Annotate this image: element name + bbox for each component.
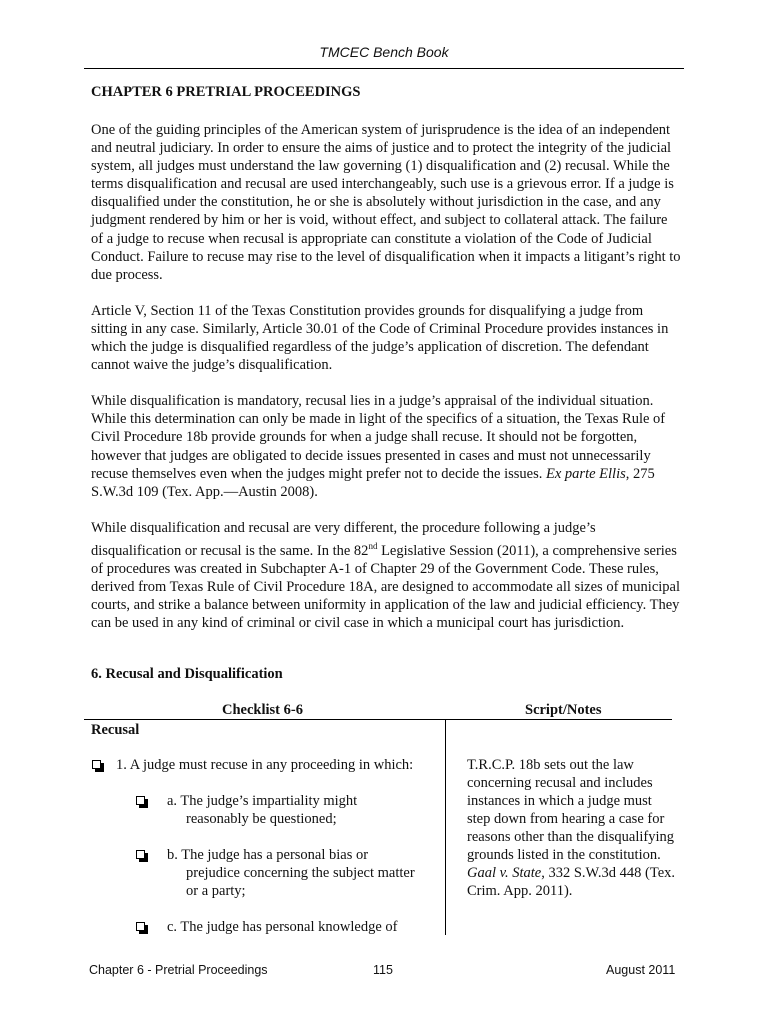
paragraph-3-cite: , 275 S.W.3d 109 (Tex. App.—Austin 2008).: [91, 465, 655, 500]
checklist-header: Checklist 6-6: [222, 702, 303, 718]
recusal-label: Recusal: [91, 722, 140, 738]
footer-date: August 2011: [606, 963, 676, 977]
checklist-item-1: 1. A judge must recuse in any proceeding in which:: [116, 757, 414, 773]
checklist-item-c-line1: c. The judge has personal knowledge of: [167, 919, 398, 935]
body-text: [91, 121, 682, 650]
column-divider: [445, 719, 446, 935]
chapter-title: CHAPTER 6 PRETRIAL PROCEEDINGS: [91, 84, 361, 100]
notes-header: Script/Notes: [525, 702, 602, 718]
notes-cite: , 332 S.W.3d 448 (Tex. Crim. App. 2011).: [467, 865, 676, 899]
script-notes: [467, 756, 677, 900]
checkbox-icon[interactable]: [136, 796, 145, 805]
checklist-item-b-line2: prejudice concerning the subject matter: [186, 865, 415, 881]
paragraph-3: [91, 392, 682, 501]
checklist-item-b-line1: b. The judge has a personal bias or: [167, 847, 369, 863]
checkbox-icon[interactable]: [136, 922, 145, 931]
paragraph-4-sup: nd: [368, 540, 378, 551]
case-citation-ellis: Ex parte Ellis: [546, 465, 626, 482]
paragraph-4-a: While disqualification and recusal are very different, the procedure following a judge’s disqualification or recusal is the same. In the 82: [91, 519, 596, 559]
footer-page-number: 115: [373, 963, 393, 977]
checklist-item-a-line2: reasonably be questioned;: [186, 811, 337, 827]
paragraph-1: One of the guiding principles of the American system of jurisprudence is the idea of an independent and neutral judiciary. In order to ensure the aims of justice and to protect the integrity of the judicial system, all judges must understand the law governing (1) disqualification and (2) recusal. While the terms disqualification and recusal are used interchangeably, such use is a grievous error. If a judge is disqualified under the constitution, he or she is absolutely without jurisdiction in the case, and any judgment rendered by him or her is void, without effect, and subject to collateral attack. The failure of a judge to recuse when recusal is appropriate can constitute a violation of the Code of Judicial Conduct. Failure to recuse may rise to the level of disqualification when it impacts a litigant’s right to due process.: [91, 122, 681, 283]
paragraph-2: Article V, Section 11 of the Texas Constitution provides grounds for disqualifying a judge from sitting in any case. Similarly, Article 30.01 of the Code of Criminal Procedure provides instances in which the judge is disqualified regardless of the judge’s application of discretion. The defendant cannot waive the judge’s disqualification.: [91, 302, 669, 374]
page-header: TMCEC Bench Book: [319, 44, 449, 60]
paragraph-4-b: Legislative Session (2011), a comprehensive series of procedures was created in Subchapter A-1 of Chapter 29 of the Government Code. These rules, derived from Texas Rule of Civil Procedure 18A, are designed to accommodate all sizes of municipal courts, and strike a balance between uniformity in application of the law and judicial efficiency. They can be used in any kind of criminal or civil case in which a municipal court has jurisdiction.: [91, 542, 681, 632]
notes-text: T.R.C.P. 18b sets out the law concerning recusal and includes instances in which a judge must step down from hearing a case for reasons other than the disqualifying grounds listed in the constitution.: [467, 757, 674, 863]
footer-chapter: Chapter 6 - Pretrial Proceedings: [89, 963, 268, 977]
checklist-item-b-line3: or a party;: [186, 883, 246, 899]
case-citation-gaal: Gaal v. State: [467, 865, 542, 881]
header-divider: [84, 68, 684, 69]
checkbox-icon[interactable]: [92, 760, 101, 769]
checkbox-icon[interactable]: [136, 850, 145, 859]
paragraph-3-text: While disqualification is mandatory, recusal lies in a judge’s appraisal of the individual situation. While this determination can only be made in light of the specifics of a situation, the Texas Rule of Civil Procedure 18b provide grounds for when a judge shall recuse. It should not be forgotten, however that judges are obligated to decide issues presented in cases and must not unnecessarily recuse themselves even when the judges might prefer not to decide the issues.: [91, 393, 666, 482]
section-title: 6. Recusal and Disqualification: [91, 666, 283, 682]
table-rule: [84, 719, 672, 720]
checklist-item-a-line1: a. The judge’s impartiality might: [167, 793, 358, 809]
paragraph-4: [91, 519, 682, 632]
